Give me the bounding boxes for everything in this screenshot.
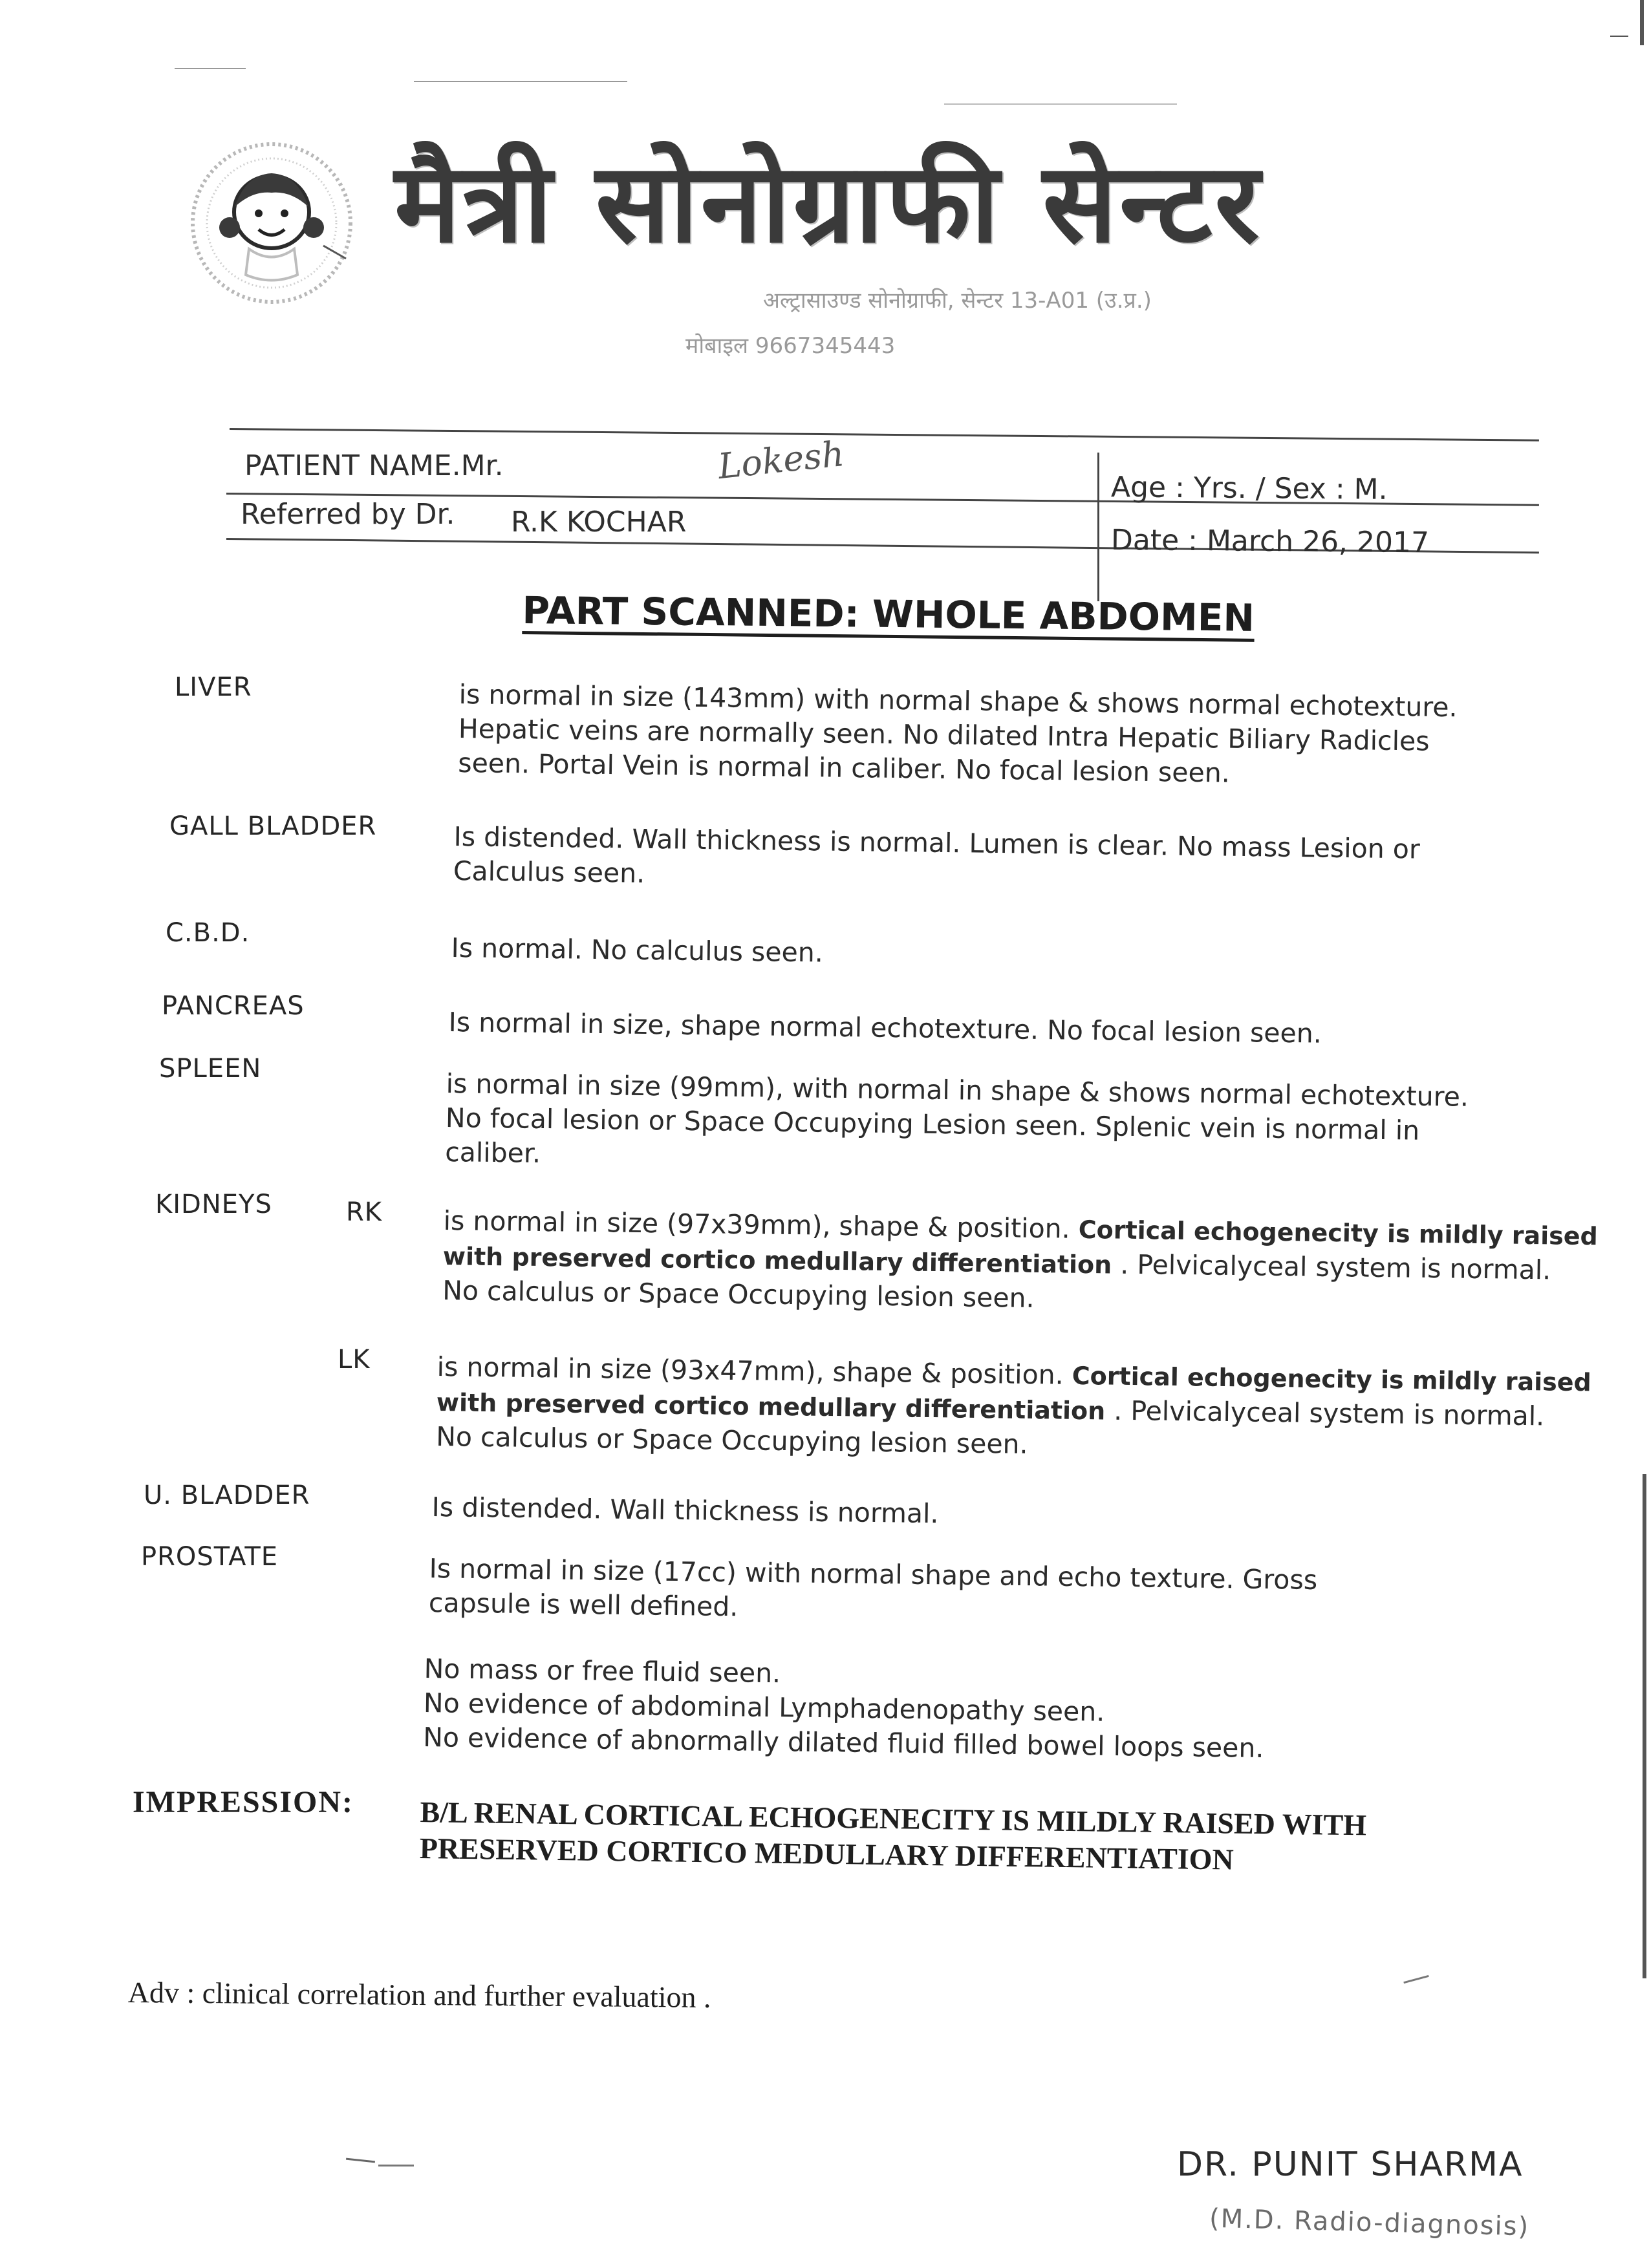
rk-finding bbox=[442, 1204, 1598, 1323]
top-rule-right bbox=[944, 103, 1177, 105]
corner-mark bbox=[1610, 36, 1628, 37]
centre-name: मैत्री सोनोग्राफी सेन्टर bbox=[394, 140, 1262, 268]
gall-bladder-finding bbox=[453, 820, 1420, 901]
report-heading: PART SCANNED: WHOLE ABDOMEN bbox=[522, 588, 1255, 640]
rk-line-1b: Cortical echogenecity is mildly raised bbox=[1078, 1215, 1599, 1251]
spleen-line-1: is normal in size (99mm), with normal in shape & shows normal echotexture. bbox=[446, 1067, 1469, 1113]
spleen-line-2: No focal lesion or Space Occupying Lesion seen. Splenic vein is normal in bbox=[445, 1102, 1420, 1146]
impression-text bbox=[419, 1794, 1366, 1879]
spleen-finding bbox=[445, 1067, 1469, 1183]
cbd-line-1: Is normal. No calculus seen. bbox=[451, 932, 824, 968]
logo-girl-icon bbox=[184, 136, 359, 310]
gall-bladder-line-1: Is distended. Wall thickness is normal. Lumen is clear. No mass Lesion or bbox=[453, 820, 1421, 865]
pancreas-label: PANCREAS bbox=[162, 991, 305, 1021]
liver-line-1: is normal in size (143mm) with normal shape & shows normal echotexture. bbox=[458, 678, 1458, 723]
lk-line-2a: with preserved cortico medullary differentiation bbox=[436, 1387, 1106, 1426]
spleen-label: SPLEEN bbox=[159, 1054, 262, 1084]
rk-label: RK bbox=[346, 1197, 383, 1227]
gall-bladder-label: GALL BLADDER bbox=[169, 811, 377, 841]
corner-bar bbox=[1640, 0, 1644, 45]
patient-name-label: PATIENT NAME.Mr. bbox=[244, 449, 504, 482]
centre-phone: मोबाइल 9667345443 bbox=[685, 333, 896, 359]
general-line-3: No evidence of abnormally dilated fluid filled bowel loops seen. bbox=[422, 1721, 1264, 1764]
lk-line-2b: . Pelvicalyceal system is normal. bbox=[1114, 1395, 1545, 1432]
cbd-label: C.B.D. bbox=[166, 918, 250, 948]
signature-tick bbox=[1403, 1975, 1428, 1984]
prostate-line-2: capsule is well defined. bbox=[428, 1587, 738, 1623]
prostate-finding bbox=[429, 1552, 1318, 1632]
lk-line-3: No calculus or Space Occupying lesion seen. bbox=[435, 1420, 1028, 1460]
u-bladder-finding bbox=[431, 1490, 939, 1531]
lk-label: LK bbox=[338, 1345, 371, 1375]
signature-stroke bbox=[346, 2158, 375, 2163]
impression-line-1: B/L RENAL CORTICAL ECHOGENECITY IS MILDLY RAISED WITH bbox=[420, 1795, 1367, 1842]
signature-stroke-2 bbox=[378, 2165, 414, 2166]
top-rule-mid bbox=[414, 81, 627, 82]
general-findings bbox=[423, 1652, 1265, 1766]
lk-line-1a: is normal in size (93x47mm), shape & position. bbox=[436, 1351, 1064, 1391]
cbd-finding bbox=[451, 931, 823, 970]
liver-line-2: Hepatic veins are normally seen. No dilated Intra Hepatic Biliary Radicles bbox=[458, 712, 1430, 757]
advice-note: Adv : clinical correlation and further evaluation . bbox=[127, 1976, 711, 2014]
prostate-line-1: Is normal in size (17cc) with normal shape and echo texture. Gross bbox=[429, 1552, 1318, 1596]
u-bladder-line-1: Is distended. Wall thickness is normal. bbox=[431, 1491, 939, 1530]
general-line-1: No mass or free fluid seen. bbox=[424, 1653, 781, 1689]
liver-label: LIVER bbox=[175, 672, 252, 702]
age-sex-field: Age : Yrs. / Sex : M. bbox=[1110, 471, 1388, 506]
doctor-qualification: (M.D. Radio-diagnosis) bbox=[1209, 2203, 1530, 2242]
letterhead bbox=[0, 0, 1649, 388]
general-line-2: No evidence of abdominal Lymphadenopathy seen. bbox=[423, 1687, 1105, 1728]
rk-line-2a: with preserved cortico medullary differentiation bbox=[442, 1241, 1112, 1279]
box-divider bbox=[1097, 453, 1099, 601]
right-edge-bar bbox=[1643, 1474, 1646, 1978]
referred-by-label: Referred by Dr. bbox=[241, 498, 455, 531]
patient-info-box bbox=[0, 414, 1649, 582]
centre-address: अल्ट्रासाउण्ड सोनोग्राफी, सेन्टर 13-A01 (उ.प्र.) bbox=[763, 288, 1152, 314]
rk-line-1a: is normal in size (97x39mm), shape & position. bbox=[443, 1204, 1071, 1245]
liver-line-3: seen. Portal Vein is normal in caliber. No focal lesion seen. bbox=[457, 747, 1231, 789]
u-bladder-label: U. BLADDER bbox=[144, 1481, 310, 1510]
report-date: Date : March 26, 2017 bbox=[1110, 523, 1430, 560]
spleen-line-3: caliber. bbox=[444, 1136, 541, 1169]
lk-finding bbox=[436, 1350, 1591, 1469]
impression-label: IMPRESSION: bbox=[133, 1785, 354, 1819]
box-top-rule bbox=[230, 428, 1539, 442]
pancreas-line-1: Is normal in size, shape normal echotexture. No focal lesion seen. bbox=[448, 1006, 1322, 1049]
prostate-label: PROSTATE bbox=[141, 1542, 279, 1572]
referred-by-value: R.K KOCHAR bbox=[511, 506, 687, 539]
patient-name-value: Lokesh bbox=[716, 433, 846, 487]
impression-line-2: PRESERVED CORTICO MEDULLARY DIFFERENTIATION bbox=[419, 1831, 1234, 1876]
liver-finding bbox=[458, 678, 1458, 793]
doctor-name: DR. PUNIT SHARMA bbox=[1177, 2145, 1524, 2184]
rk-line-3: No calculus or Space Occupying lesion seen. bbox=[442, 1274, 1035, 1314]
pancreas-finding bbox=[448, 1005, 1322, 1051]
lk-line-1b: Cortical echogenecity is mildly raised bbox=[1072, 1361, 1592, 1397]
gall-bladder-line-2: Calculus seen. bbox=[453, 855, 645, 889]
kidneys-label: KIDNEYS bbox=[155, 1190, 272, 1219]
top-rule-left bbox=[175, 68, 246, 69]
rk-line-2b: . Pelvicalyceal system is normal. bbox=[1120, 1248, 1551, 1286]
